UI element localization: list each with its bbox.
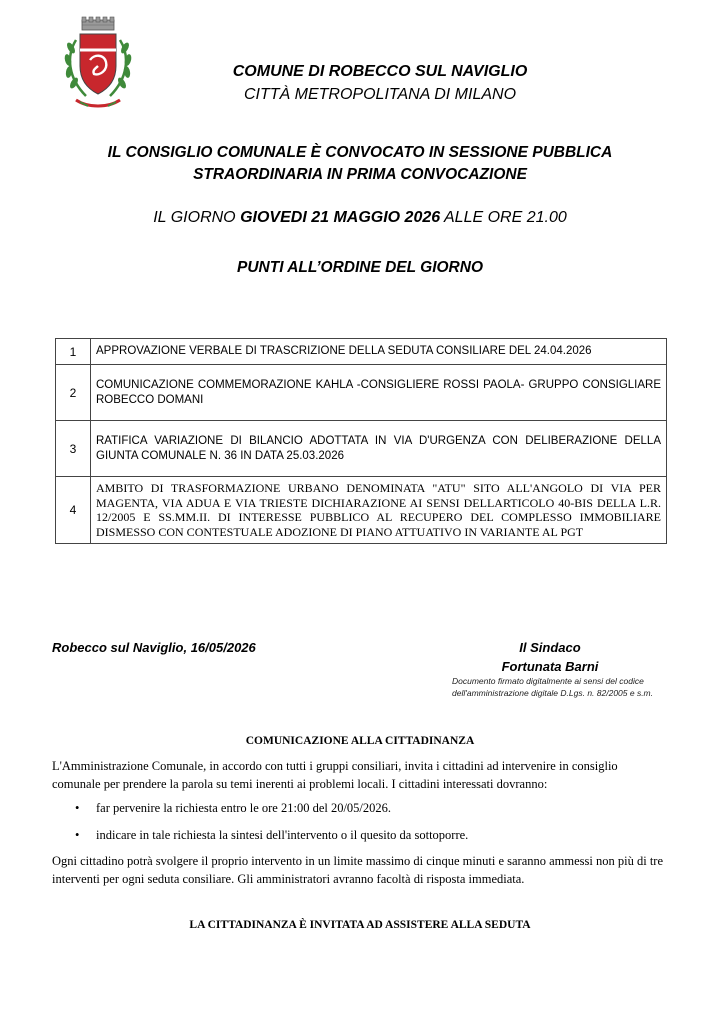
convocation-line-1: IL CONSIGLIO COMUNALE È CONVOCATO IN SESSIONE PUBBLICA (107, 144, 613, 161)
agenda-table (55, 338, 667, 544)
municipal-coat-of-arms-icon (62, 16, 134, 112)
municipality-name: COMUNE DI ROBECCO SUL NAVIGLIO (232, 63, 528, 80)
convocation-title (60, 142, 660, 186)
communication-intro: L'Amministrazione Comunale, in accordo con tutti i gruppi consiliari, invita i cittadini ad intervenire in consiglio comunale per prendere la parola su temi inerenti ai problemi locali. I cittadini interessati dovranno: (52, 759, 618, 791)
communication-title: COMUNICAZIONE ALLA CITTADINANZA (245, 735, 475, 747)
metropolitan-city: CITTÀ METROPOLITANA DI MILANO (243, 86, 517, 103)
agenda-row (56, 421, 667, 477)
agenda-row (56, 339, 667, 365)
mayor-role: Il Sindaco (519, 640, 581, 655)
agenda-text: APPROVAZIONE VERBALE DI TRASCRIZIONE DELLA SEDUTA CONSILIARE DEL 24.04.2026 (91, 339, 667, 365)
closing-statement: LA CITTADINANZA È INVITATA AD ASSISTERE ALLA SEDUTA (189, 919, 531, 931)
bullet-icon: • (75, 801, 80, 815)
convocation-line-2: STRAORDINARIA IN PRIMA CONVOCAZIONE (193, 166, 527, 183)
agenda-number: 3 (56, 421, 91, 477)
communication-rules: Ogni cittadino potrà svolgere il proprio intervento in un limite massimo di cinque minuti e saranno ammessi non più di tre interventi per ogni seduta consiliare. Gli amministratori avranno facoltà di risposta immediata. (52, 854, 663, 886)
meeting-date: GIOVEDI 21 MAGGIO 2026 (240, 209, 441, 226)
list-item: indicare in tale richiesta la sintesi dell'intervento o il quesito da sottoporre. (96, 828, 469, 842)
signature-note-line-1: Documento firmato digitalmente ai sensi del codice (452, 676, 644, 686)
agenda-number: 4 (56, 477, 91, 544)
agenda-number: 1 (56, 339, 91, 365)
agenda-text: COMUNICAZIONE COMMEMORAZIONE KAHLA -CONSIGLIERE ROSSI PAOLA- GRUPPO CONSIGLIARE ROBECCO DOMANI (91, 365, 667, 421)
mayor-name: Fortunata Barni (501, 659, 599, 674)
list-item: far pervenire la richiesta entro le ore 21:00 del 20/05/2026. (96, 801, 392, 815)
agenda-title: PUNTI ALL’ORDINE DEL GIORNO (237, 259, 483, 276)
meeting-date-line (60, 209, 660, 227)
agenda-row (56, 365, 667, 421)
digital-signature-note (452, 675, 653, 699)
bullet-icon: • (75, 828, 80, 842)
date-prefix: IL GIORNO (153, 209, 241, 226)
agenda-text: AMBITO DI TRASFORMAZIONE URBANO DENOMINATA "ATU" SITO ALL'ANGOLO DI VIA PER MAGENTA, VIA ADUA E VIA TRIESTE DICHIARAZIONE AI SENSI DELLARTICOLO 40-BIS DELLA L.R. 12/2005 E SS.MM.II. DI INTERESSE PUBBLICO AL RECUPERO DEL COMPLESSO IMMOBILIARE DISMESSO CON CONTESTUALE ADOZIONE DI PIANO ATTUATIVO IN VARIANTE AL PGT (91, 477, 667, 544)
agenda-text: RATIFICA VARIAZIONE DI BILANCIO ADOTTATA IN VIA D'URGENZA CON DELIBERAZIONE DELLA GIUNTA COMUNALE N. 36 IN DATA 25.03.2026 (91, 421, 667, 477)
signature-note-line-2: dell'amministrazione digitale D.Lgs. n. 82/2005 e s.m. (452, 688, 654, 698)
date-suffix: ALLE ORE 21.00 (440, 209, 567, 226)
agenda-number: 2 (56, 365, 91, 421)
place-and-date: Robecco sul Naviglio, 16/05/2026 (52, 640, 256, 655)
agenda-row (56, 477, 667, 544)
